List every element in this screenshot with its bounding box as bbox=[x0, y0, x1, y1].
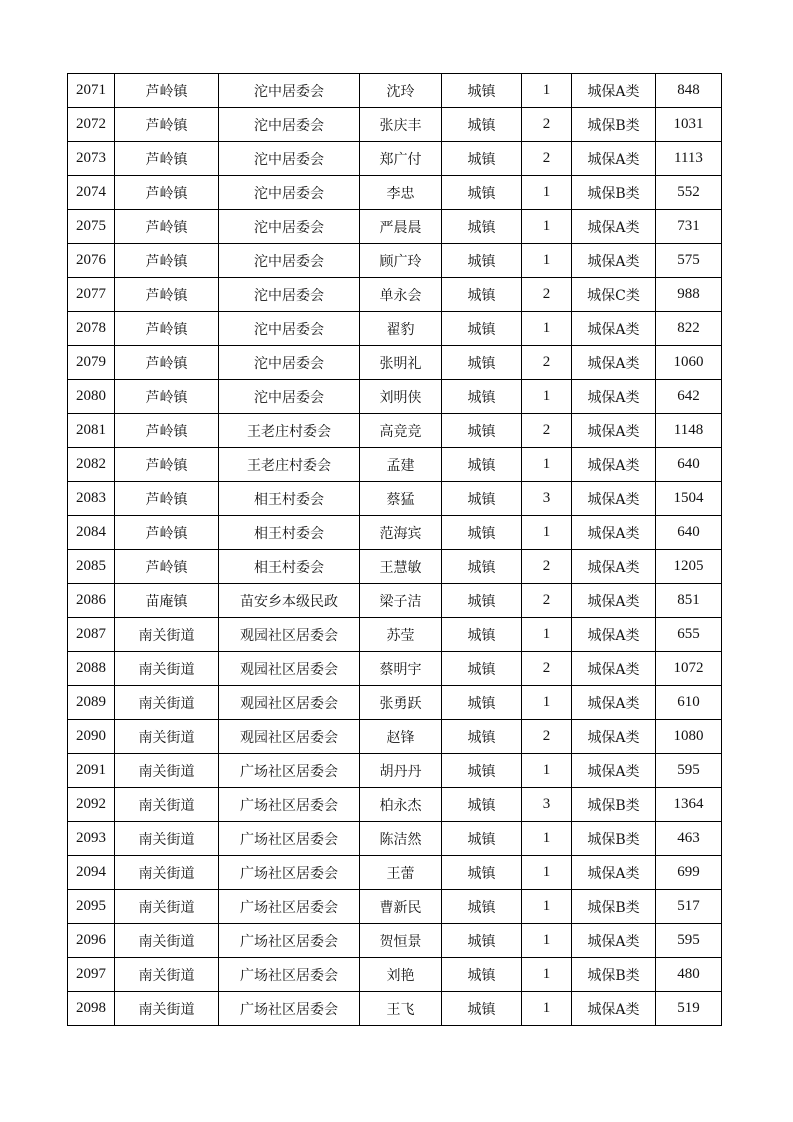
area-type-cell: 城镇 bbox=[442, 992, 522, 1026]
row-number-cell: 2076 bbox=[68, 244, 115, 278]
area-type-cell: 城镇 bbox=[442, 346, 522, 380]
household-size-cell: 1 bbox=[522, 176, 572, 210]
household-size-cell: 1 bbox=[522, 856, 572, 890]
area-type-cell: 城镇 bbox=[442, 686, 522, 720]
household-size-cell: 1 bbox=[522, 890, 572, 924]
row-number-cell: 2072 bbox=[68, 108, 115, 142]
committee-cell: 沱中居委会 bbox=[219, 142, 360, 176]
area-type-cell: 城镇 bbox=[442, 516, 522, 550]
insurance-category-cell: 城保A类 bbox=[572, 346, 656, 380]
insurance-category-cell: 城保A类 bbox=[572, 482, 656, 516]
household-size-cell: 2 bbox=[522, 584, 572, 618]
amount-cell: 1205 bbox=[656, 550, 722, 584]
area-type-cell: 城镇 bbox=[442, 482, 522, 516]
committee-cell: 沱中居委会 bbox=[219, 312, 360, 346]
town-cell: 芦岭镇 bbox=[115, 482, 219, 516]
table-row bbox=[68, 788, 722, 822]
person-name-cell: 郑广付 bbox=[360, 142, 442, 176]
household-size-cell: 2 bbox=[522, 346, 572, 380]
insurance-category-cell: 城保A类 bbox=[572, 754, 656, 788]
person-name-cell: 梁子洁 bbox=[360, 584, 442, 618]
insurance-category-cell: 城保A类 bbox=[572, 142, 656, 176]
row-number-cell: 2084 bbox=[68, 516, 115, 550]
insurance-category-cell: 城保A类 bbox=[572, 584, 656, 618]
area-type-cell: 城镇 bbox=[442, 142, 522, 176]
row-number-cell: 2083 bbox=[68, 482, 115, 516]
amount-cell: 519 bbox=[656, 992, 722, 1026]
town-cell: 芦岭镇 bbox=[115, 74, 219, 108]
insurance-category-cell: 城保A类 bbox=[572, 856, 656, 890]
household-size-cell: 2 bbox=[522, 550, 572, 584]
area-type-cell: 城镇 bbox=[442, 278, 522, 312]
household-size-cell: 2 bbox=[522, 720, 572, 754]
area-type-cell: 城镇 bbox=[442, 822, 522, 856]
amount-cell: 595 bbox=[656, 754, 722, 788]
committee-cell: 王老庄村委会 bbox=[219, 414, 360, 448]
table-row bbox=[68, 958, 722, 992]
household-size-cell: 1 bbox=[522, 958, 572, 992]
committee-cell: 沱中居委会 bbox=[219, 380, 360, 414]
household-size-cell: 1 bbox=[522, 618, 572, 652]
person-name-cell: 胡丹丹 bbox=[360, 754, 442, 788]
household-size-cell: 1 bbox=[522, 992, 572, 1026]
insurance-category-cell: 城保A类 bbox=[572, 992, 656, 1026]
town-cell: 南关街道 bbox=[115, 754, 219, 788]
table-row bbox=[68, 890, 722, 924]
committee-cell: 广场社区居委会 bbox=[219, 788, 360, 822]
row-number-cell: 2098 bbox=[68, 992, 115, 1026]
insurance-category-cell: 城保A类 bbox=[572, 686, 656, 720]
area-type-cell: 城镇 bbox=[442, 448, 522, 482]
committee-cell: 相王村委会 bbox=[219, 482, 360, 516]
area-type-cell: 城镇 bbox=[442, 924, 522, 958]
person-name-cell: 曹新民 bbox=[360, 890, 442, 924]
table-row bbox=[68, 516, 722, 550]
town-cell: 南关街道 bbox=[115, 720, 219, 754]
town-cell: 南关街道 bbox=[115, 890, 219, 924]
town-cell: 南关街道 bbox=[115, 652, 219, 686]
household-size-cell: 3 bbox=[522, 482, 572, 516]
area-type-cell: 城镇 bbox=[442, 176, 522, 210]
table-row bbox=[68, 720, 722, 754]
household-size-cell: 1 bbox=[522, 210, 572, 244]
amount-cell: 1364 bbox=[656, 788, 722, 822]
town-cell: 南关街道 bbox=[115, 788, 219, 822]
insurance-category-cell: 城保A类 bbox=[572, 414, 656, 448]
amount-cell: 851 bbox=[656, 584, 722, 618]
table-row bbox=[68, 754, 722, 788]
area-type-cell: 城镇 bbox=[442, 618, 522, 652]
amount-cell: 822 bbox=[656, 312, 722, 346]
town-cell: 南关街道 bbox=[115, 856, 219, 890]
table-row bbox=[68, 652, 722, 686]
amount-cell: 1504 bbox=[656, 482, 722, 516]
person-name-cell: 陈洁然 bbox=[360, 822, 442, 856]
table-row bbox=[68, 380, 722, 414]
table-row bbox=[68, 210, 722, 244]
household-size-cell: 1 bbox=[522, 924, 572, 958]
row-number-cell: 2079 bbox=[68, 346, 115, 380]
committee-cell: 沱中居委会 bbox=[219, 108, 360, 142]
area-type-cell: 城镇 bbox=[442, 754, 522, 788]
table-row bbox=[68, 448, 722, 482]
insurance-category-cell: 城保A类 bbox=[572, 652, 656, 686]
table-row bbox=[68, 550, 722, 584]
person-name-cell: 柏永杰 bbox=[360, 788, 442, 822]
row-number-cell: 2082 bbox=[68, 448, 115, 482]
insurance-category-cell: 城保B类 bbox=[572, 108, 656, 142]
row-number-cell: 2095 bbox=[68, 890, 115, 924]
row-number-cell: 2093 bbox=[68, 822, 115, 856]
household-size-cell: 2 bbox=[522, 414, 572, 448]
table-row bbox=[68, 176, 722, 210]
table-row bbox=[68, 822, 722, 856]
person-name-cell: 高竞竞 bbox=[360, 414, 442, 448]
table-row bbox=[68, 924, 722, 958]
amount-cell: 610 bbox=[656, 686, 722, 720]
amount-cell: 988 bbox=[656, 278, 722, 312]
person-name-cell: 李忠 bbox=[360, 176, 442, 210]
insurance-category-cell: 城保A类 bbox=[572, 244, 656, 278]
person-name-cell: 蔡明宇 bbox=[360, 652, 442, 686]
amount-cell: 642 bbox=[656, 380, 722, 414]
amount-cell: 575 bbox=[656, 244, 722, 278]
amount-cell: 517 bbox=[656, 890, 722, 924]
table-row bbox=[68, 108, 722, 142]
row-number-cell: 2091 bbox=[68, 754, 115, 788]
row-number-cell: 2089 bbox=[68, 686, 115, 720]
area-type-cell: 城镇 bbox=[442, 856, 522, 890]
town-cell: 芦岭镇 bbox=[115, 312, 219, 346]
committee-cell: 广场社区居委会 bbox=[219, 822, 360, 856]
table-row bbox=[68, 618, 722, 652]
person-name-cell: 王慧敏 bbox=[360, 550, 442, 584]
insurance-category-cell: 城保A类 bbox=[572, 210, 656, 244]
town-cell: 南关街道 bbox=[115, 958, 219, 992]
row-number-cell: 2077 bbox=[68, 278, 115, 312]
table-row bbox=[68, 312, 722, 346]
household-size-cell: 1 bbox=[522, 686, 572, 720]
table-row bbox=[68, 142, 722, 176]
area-type-cell: 城镇 bbox=[442, 584, 522, 618]
town-cell: 芦岭镇 bbox=[115, 176, 219, 210]
household-size-cell: 1 bbox=[522, 380, 572, 414]
area-type-cell: 城镇 bbox=[442, 958, 522, 992]
household-size-cell: 1 bbox=[522, 74, 572, 108]
row-number-cell: 2078 bbox=[68, 312, 115, 346]
person-name-cell: 严晨晨 bbox=[360, 210, 442, 244]
committee-cell: 广场社区居委会 bbox=[219, 924, 360, 958]
town-cell: 芦岭镇 bbox=[115, 142, 219, 176]
row-number-cell: 2087 bbox=[68, 618, 115, 652]
area-type-cell: 城镇 bbox=[442, 890, 522, 924]
committee-cell: 观园社区居委会 bbox=[219, 720, 360, 754]
table-row bbox=[68, 856, 722, 890]
person-name-cell: 苏莹 bbox=[360, 618, 442, 652]
area-type-cell: 城镇 bbox=[442, 108, 522, 142]
amount-cell: 1148 bbox=[656, 414, 722, 448]
town-cell: 南关街道 bbox=[115, 822, 219, 856]
insurance-category-cell: 城保A类 bbox=[572, 720, 656, 754]
insurance-category-cell: 城保B类 bbox=[572, 788, 656, 822]
amount-cell: 1060 bbox=[656, 346, 722, 380]
insurance-category-cell: 城保C类 bbox=[572, 278, 656, 312]
table-row bbox=[68, 584, 722, 618]
town-cell: 芦岭镇 bbox=[115, 380, 219, 414]
amount-cell: 1080 bbox=[656, 720, 722, 754]
town-cell: 芦岭镇 bbox=[115, 346, 219, 380]
person-name-cell: 沈玲 bbox=[360, 74, 442, 108]
person-name-cell: 张庆丰 bbox=[360, 108, 442, 142]
insurance-category-cell: 城保A类 bbox=[572, 312, 656, 346]
row-number-cell: 2097 bbox=[68, 958, 115, 992]
amount-cell: 640 bbox=[656, 448, 722, 482]
insurance-category-cell: 城保B类 bbox=[572, 890, 656, 924]
household-size-cell: 1 bbox=[522, 312, 572, 346]
person-name-cell: 刘明侠 bbox=[360, 380, 442, 414]
town-cell: 芦岭镇 bbox=[115, 210, 219, 244]
table-row bbox=[68, 992, 722, 1026]
committee-cell: 广场社区居委会 bbox=[219, 958, 360, 992]
area-type-cell: 城镇 bbox=[442, 550, 522, 584]
town-cell: 芦岭镇 bbox=[115, 516, 219, 550]
town-cell: 苗庵镇 bbox=[115, 584, 219, 618]
committee-cell: 沱中居委会 bbox=[219, 210, 360, 244]
table-row bbox=[68, 74, 722, 108]
table-row bbox=[68, 244, 722, 278]
insurance-category-cell: 城保B类 bbox=[572, 822, 656, 856]
insurance-category-cell: 城保B类 bbox=[572, 958, 656, 992]
committee-cell: 相王村委会 bbox=[219, 550, 360, 584]
insurance-category-cell: 城保A类 bbox=[572, 516, 656, 550]
person-name-cell: 王飞 bbox=[360, 992, 442, 1026]
household-size-cell: 2 bbox=[522, 278, 572, 312]
table-row bbox=[68, 346, 722, 380]
amount-cell: 655 bbox=[656, 618, 722, 652]
amount-cell: 552 bbox=[656, 176, 722, 210]
household-size-cell: 1 bbox=[522, 822, 572, 856]
committee-cell: 沱中居委会 bbox=[219, 346, 360, 380]
row-number-cell: 2092 bbox=[68, 788, 115, 822]
committee-cell: 沱中居委会 bbox=[219, 74, 360, 108]
area-type-cell: 城镇 bbox=[442, 210, 522, 244]
area-type-cell: 城镇 bbox=[442, 74, 522, 108]
household-size-cell: 1 bbox=[522, 244, 572, 278]
row-number-cell: 2086 bbox=[68, 584, 115, 618]
row-number-cell: 2073 bbox=[68, 142, 115, 176]
row-number-cell: 2075 bbox=[68, 210, 115, 244]
household-size-cell: 1 bbox=[522, 448, 572, 482]
committee-cell: 沱中居委会 bbox=[219, 278, 360, 312]
household-size-cell: 2 bbox=[522, 652, 572, 686]
row-number-cell: 2071 bbox=[68, 74, 115, 108]
person-name-cell: 王蕾 bbox=[360, 856, 442, 890]
household-size-cell: 1 bbox=[522, 516, 572, 550]
amount-cell: 699 bbox=[656, 856, 722, 890]
person-name-cell: 单永会 bbox=[360, 278, 442, 312]
row-number-cell: 2080 bbox=[68, 380, 115, 414]
committee-cell: 广场社区居委会 bbox=[219, 890, 360, 924]
row-number-cell: 2094 bbox=[68, 856, 115, 890]
person-name-cell: 蔡猛 bbox=[360, 482, 442, 516]
committee-cell: 观园社区居委会 bbox=[219, 618, 360, 652]
town-cell: 南关街道 bbox=[115, 992, 219, 1026]
amount-cell: 640 bbox=[656, 516, 722, 550]
amount-cell: 1113 bbox=[656, 142, 722, 176]
area-type-cell: 城镇 bbox=[442, 652, 522, 686]
town-cell: 芦岭镇 bbox=[115, 550, 219, 584]
person-name-cell: 赵锋 bbox=[360, 720, 442, 754]
amount-cell: 1072 bbox=[656, 652, 722, 686]
person-name-cell: 贺恒景 bbox=[360, 924, 442, 958]
person-name-cell: 张勇跃 bbox=[360, 686, 442, 720]
row-number-cell: 2090 bbox=[68, 720, 115, 754]
town-cell: 芦岭镇 bbox=[115, 108, 219, 142]
town-cell: 芦岭镇 bbox=[115, 278, 219, 312]
household-size-cell: 3 bbox=[522, 788, 572, 822]
committee-cell: 沱中居委会 bbox=[219, 176, 360, 210]
person-name-cell: 张明礼 bbox=[360, 346, 442, 380]
committee-cell: 王老庄村委会 bbox=[219, 448, 360, 482]
person-name-cell: 翟豹 bbox=[360, 312, 442, 346]
household-size-cell: 2 bbox=[522, 108, 572, 142]
committee-cell: 沱中居委会 bbox=[219, 244, 360, 278]
area-type-cell: 城镇 bbox=[442, 720, 522, 754]
town-cell: 南关街道 bbox=[115, 686, 219, 720]
insurance-category-cell: 城保A类 bbox=[572, 924, 656, 958]
row-number-cell: 2074 bbox=[68, 176, 115, 210]
household-size-cell: 1 bbox=[522, 754, 572, 788]
amount-cell: 480 bbox=[656, 958, 722, 992]
committee-cell: 苗安乡本级民政 bbox=[219, 584, 360, 618]
household-size-cell: 2 bbox=[522, 142, 572, 176]
town-cell: 芦岭镇 bbox=[115, 414, 219, 448]
person-name-cell: 范海宾 bbox=[360, 516, 442, 550]
amount-cell: 463 bbox=[656, 822, 722, 856]
town-cell: 南关街道 bbox=[115, 924, 219, 958]
insurance-category-cell: 城保A类 bbox=[572, 380, 656, 414]
committee-cell: 观园社区居委会 bbox=[219, 686, 360, 720]
insurance-category-cell: 城保A类 bbox=[572, 448, 656, 482]
area-type-cell: 城镇 bbox=[442, 788, 522, 822]
committee-cell: 相王村委会 bbox=[219, 516, 360, 550]
amount-cell: 595 bbox=[656, 924, 722, 958]
area-type-cell: 城镇 bbox=[442, 414, 522, 448]
area-type-cell: 城镇 bbox=[442, 312, 522, 346]
row-number-cell: 2081 bbox=[68, 414, 115, 448]
committee-cell: 广场社区居委会 bbox=[219, 992, 360, 1026]
insurance-category-cell: 城保A类 bbox=[572, 74, 656, 108]
insurance-category-cell: 城保A类 bbox=[572, 550, 656, 584]
amount-cell: 848 bbox=[656, 74, 722, 108]
town-cell: 芦岭镇 bbox=[115, 244, 219, 278]
row-number-cell: 2088 bbox=[68, 652, 115, 686]
person-name-cell: 刘艳 bbox=[360, 958, 442, 992]
row-number-cell: 2096 bbox=[68, 924, 115, 958]
committee-cell: 广场社区居委会 bbox=[219, 856, 360, 890]
table-body bbox=[68, 74, 722, 1026]
area-type-cell: 城镇 bbox=[442, 380, 522, 414]
committee-cell: 观园社区居委会 bbox=[219, 652, 360, 686]
committee-cell: 广场社区居委会 bbox=[219, 754, 360, 788]
data-table bbox=[67, 73, 722, 1026]
town-cell: 南关街道 bbox=[115, 618, 219, 652]
amount-cell: 1031 bbox=[656, 108, 722, 142]
row-number-cell: 2085 bbox=[68, 550, 115, 584]
person-name-cell: 孟建 bbox=[360, 448, 442, 482]
insurance-category-cell: 城保B类 bbox=[572, 176, 656, 210]
insurance-category-cell: 城保A类 bbox=[572, 618, 656, 652]
table-row bbox=[68, 278, 722, 312]
town-cell: 芦岭镇 bbox=[115, 448, 219, 482]
table-row bbox=[68, 482, 722, 516]
amount-cell: 731 bbox=[656, 210, 722, 244]
table-row bbox=[68, 686, 722, 720]
area-type-cell: 城镇 bbox=[442, 244, 522, 278]
table-row bbox=[68, 414, 722, 448]
person-name-cell: 顾广玲 bbox=[360, 244, 442, 278]
